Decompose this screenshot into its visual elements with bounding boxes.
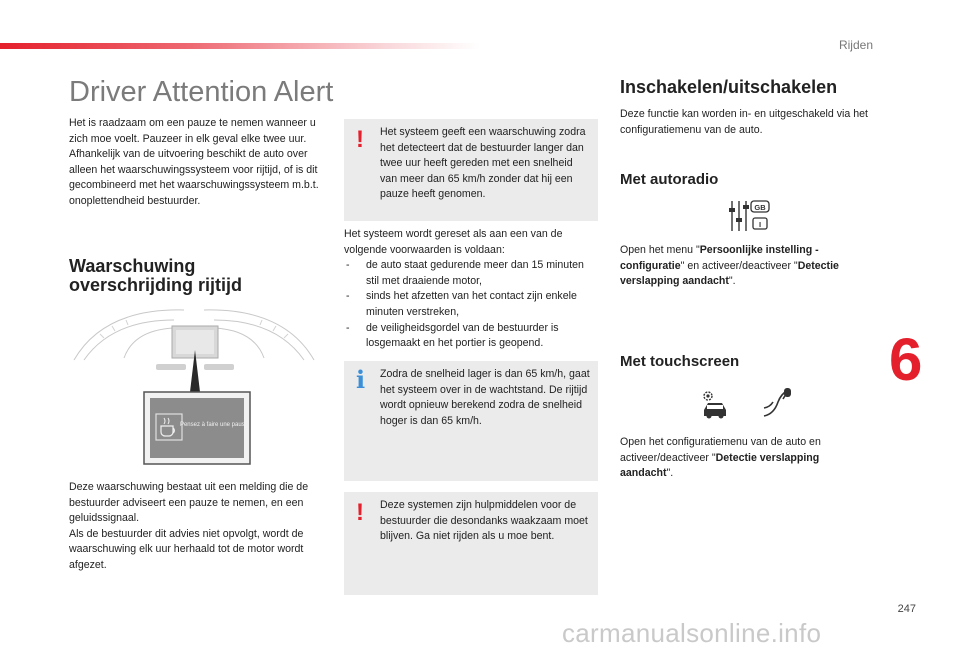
body-paragraph-2: Als de bestuurder dit advies niet opvolgt, wordt de waarschuwing elk uur herhaald tot de motor wordt afgezet. — [69, 527, 304, 571]
radio-icon-badge-2: I — [758, 220, 762, 229]
warning-box-2 — [344, 492, 598, 595]
radio-instructions — [620, 243, 875, 290]
driver-attention-icon — [760, 386, 796, 420]
conditions-list — [344, 258, 598, 352]
info-icon: i — [356, 365, 366, 394]
dashboard-illustration — [64, 300, 326, 468]
intro-text — [69, 116, 324, 210]
warning-text-2: Deze systemen zijn hulpmiddelen voor de bestuurder die desondanks waakzaam moet blijven. Ga niet rijden als u moe bent. — [380, 499, 588, 543]
intro-paragraph-2: Afhankelijk van de uitvoering beschikt de auto over alleen het waarschuwingssysteem voor rijtijd, of is dit gecombineerd met het waarschuwingssysteem m.b.t. onoplettendheid bestuurder. — [69, 148, 319, 207]
section-title-toggle: Inschakelen/uitschakelen — [620, 77, 838, 97]
body-paragraph-1: Deze waarschuwing bestaat uit een melding die de bestuurder adviseert een pauze te nemen, en een geluidssignaal. — [69, 481, 309, 525]
list-item: - de veiligheidsgordel van de bestuurder is losgemaakt en het portier is geopend. — [344, 321, 598, 352]
radio-menu-name: Persoonlijke instelling - configuratie — [620, 244, 819, 272]
page-number: 247 — [897, 603, 916, 615]
header-accent-bar — [0, 43, 480, 49]
radio-text: Open het menu " — [620, 244, 700, 256]
section-label: Rijden — [838, 38, 873, 52]
info-box — [344, 361, 598, 481]
list-item: - de auto staat gedurende meer dan 15 minuten stil met draaiende motor, — [344, 258, 598, 289]
radio-icon-badge: GB — [754, 203, 766, 212]
illustration-message: Pensez à faire une pause — [179, 422, 249, 428]
watermark: carmanualsonline.info — [562, 618, 822, 648]
car-settings-icon — [698, 388, 732, 420]
warning-icon: ! — [356, 126, 364, 153]
touch-function-name: Detectie verslapping aandacht — [620, 451, 820, 480]
page-title: Driver Attention Alert — [69, 76, 334, 108]
warning-box-1 — [344, 119, 598, 221]
reset-conditions — [344, 227, 598, 352]
warning-text-1: Het systeem geeft een waarschuwing zodra het detecteert dat de bestuurder langer dan twee uur heeft gereden met een snelheid van meer dan 65 km/h zonder dat hij een pauze heeft genomen. — [380, 126, 586, 201]
radio-settings-icon — [728, 198, 772, 234]
reset-intro: Het systeem wordt gereset als aan een van de volgende voorwaarden is voldaan: — [344, 228, 563, 256]
touch-text: ". — [666, 467, 674, 480]
touch-text: Open het configuratiemenu van de auto en activeer/deactiveer " — [620, 436, 821, 464]
subtitle-rijtijd: Waarschuwing overschrijding rijtijd — [69, 256, 243, 295]
list-item: - sinds het afzetten van het contact zijn enkele minuten verstreken, — [344, 289, 598, 320]
radio-text: ". — [728, 275, 736, 288]
chapter-number: 6 — [889, 326, 923, 393]
radio-function-name: Detectie verslapping aandacht — [620, 259, 839, 288]
info-text: Zodra de snelheid lager is dan 65 km/h, gaat het systeem over in de wachtstand. De rijtijd wordt opnieuw berekend zodra de snelheid hoger is dan 65 km/h. — [380, 368, 590, 427]
body-text — [69, 480, 324, 574]
radio-title: Met autoradio — [620, 171, 719, 188]
radio-text: " en activeer/deactiveer " — [680, 259, 798, 272]
warning-icon: ! — [356, 499, 364, 526]
intro-paragraph-1: Het is raadzaam om een pauze te nemen wanneer u zich moe voelt. Pauzeer in elk geval elke twee uur. — [69, 117, 316, 145]
toggle-intro: Deze functie kan worden in- en uitgeschakeld via het configuratiemenu van de auto. — [620, 108, 868, 136]
touch-title: Met touchscreen — [620, 353, 740, 370]
touch-instructions — [620, 435, 875, 482]
